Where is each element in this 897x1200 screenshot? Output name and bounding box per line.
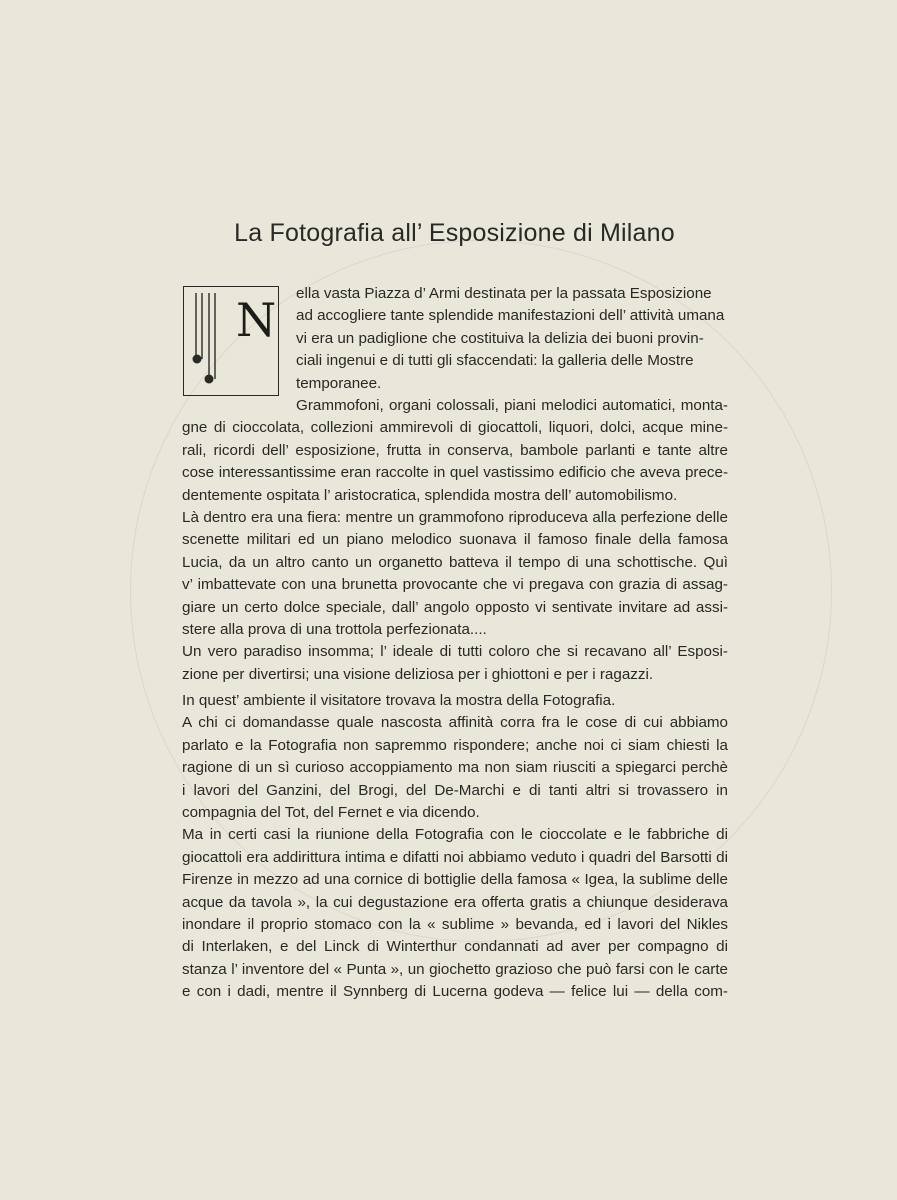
text-line: zione per divertirsi; una visione deliziosa per i ghiottoni e per i ragazzi. (182, 665, 654, 683)
text-line: Lucia, da un altro canto un organetto batteva il tempo di una schottische. Quì (182, 553, 728, 571)
text-line: Là dentro era una fiera: mentre un grammofono riproduceva alla perfezione delle (182, 509, 728, 527)
text-line: i lavori del Ganzini, del Brogi, del De-Marchi e di tanti altri si trovassero in (182, 781, 728, 799)
text-line: gne di cioccolata, collezioni ammirevoli di giocattoli, liquori, dolci, acque mine- (182, 419, 728, 437)
text-line: ragione di un sì curioso accoppiamento ma non siam riusciti a spiegarci perchè (182, 759, 728, 777)
text-line: A chi ci domandasse quale nascosta affinità corra fra le cose di cui abbiamo (182, 714, 728, 732)
text-line: Grammofoni, organi colossali, piani melodici automatici, monta- (296, 397, 728, 414)
text-line: scenette militari ed un piano melodico suonava il famoso finale della famosa (182, 531, 728, 549)
text-line: giare un certo dolce speciale, dall’ angolo opposto vi sentivate invitare ad assi- (182, 598, 728, 616)
text-line: e con i dadi, mentre il Synnberg di Lucerna godeva — felice lui — della com- (182, 983, 728, 1001)
text-line: Ma in certi casi la riunione della Fotografia con le cioccolate e le fabbriche di (182, 826, 728, 844)
text-line: stanza l’ inventore del « Punta », un giochetto grazioso che può farsi con le carte (182, 960, 728, 978)
text-line: parlato e la Fotografia non sapremmo rispondere; anche noi ci siam chiesti la (182, 736, 728, 754)
text-line: temporanee. (296, 374, 382, 392)
body-block-1 (182, 395, 728, 686)
page-title: La Fotografia all’ Esposizione di Milano (234, 219, 675, 247)
dropcap-letter: N (236, 293, 277, 347)
text-line: ciali ingenui e di tutti gli sfaccendati: la galleria delle Mostre (296, 352, 694, 370)
body-block-2 (182, 690, 728, 1004)
dropcap-box (183, 286, 279, 396)
text-line: rali, ricordi dell’ esposizione, frutta in conserva, bambole parlanti e tante altre (182, 441, 728, 459)
text-line: Un vero paradiso insomma; l’ ideale di tutti coloro che si recavano all’ Esposi- (182, 643, 728, 661)
text-line: v’ imbattevate con una brunetta provocante che vi pregava con grazia di assag- (182, 576, 728, 594)
text-line: stere alla prova di una trottola perfezionata.... (182, 621, 487, 639)
text-line: giocattoli era addirittura intima e difatti noi abbiamo veduto i quadri del Barsotti di (182, 848, 728, 866)
text-line: vi era un padiglione che costituiva la delizia dei buoni provin- (296, 329, 704, 347)
text-line: In quest’ ambiente il visitatore trovava la mostra della Fotografia. (182, 692, 616, 709)
text-line: di Interlaken, e del Linck di Winterthur condannati ad aver per compagno di (182, 938, 728, 956)
text-line: Firenze in mezzo ad una cornice di bottiglie della famosa « Igea, la sublime delle (182, 871, 728, 889)
intro-paragraph (296, 283, 728, 395)
text-line: dentemente ospitata l’ aristocratica, splendida mostra dell’ automobilismo. (182, 486, 678, 504)
text-line: ad accogliere tante splendide manifestazioni dell’ attività umana (296, 307, 725, 325)
text-line: ella vasta Piazza d’ Armi destinata per la passata Esposizione (296, 285, 712, 302)
text-line: cose interessantissime eran raccolte in quel vastissimo edificio che aveva prece- (182, 464, 728, 482)
text-line: acque da tavola », la cui degustazione era offerta gratis a chiunque desiderava (182, 893, 728, 911)
text-line: inondare il proprio stomaco con la « sublime » bevanda, ed i lavori del Nikles (182, 916, 728, 934)
text-line: compagnia del Tot, del Fernet e via dicendo. (182, 804, 480, 822)
